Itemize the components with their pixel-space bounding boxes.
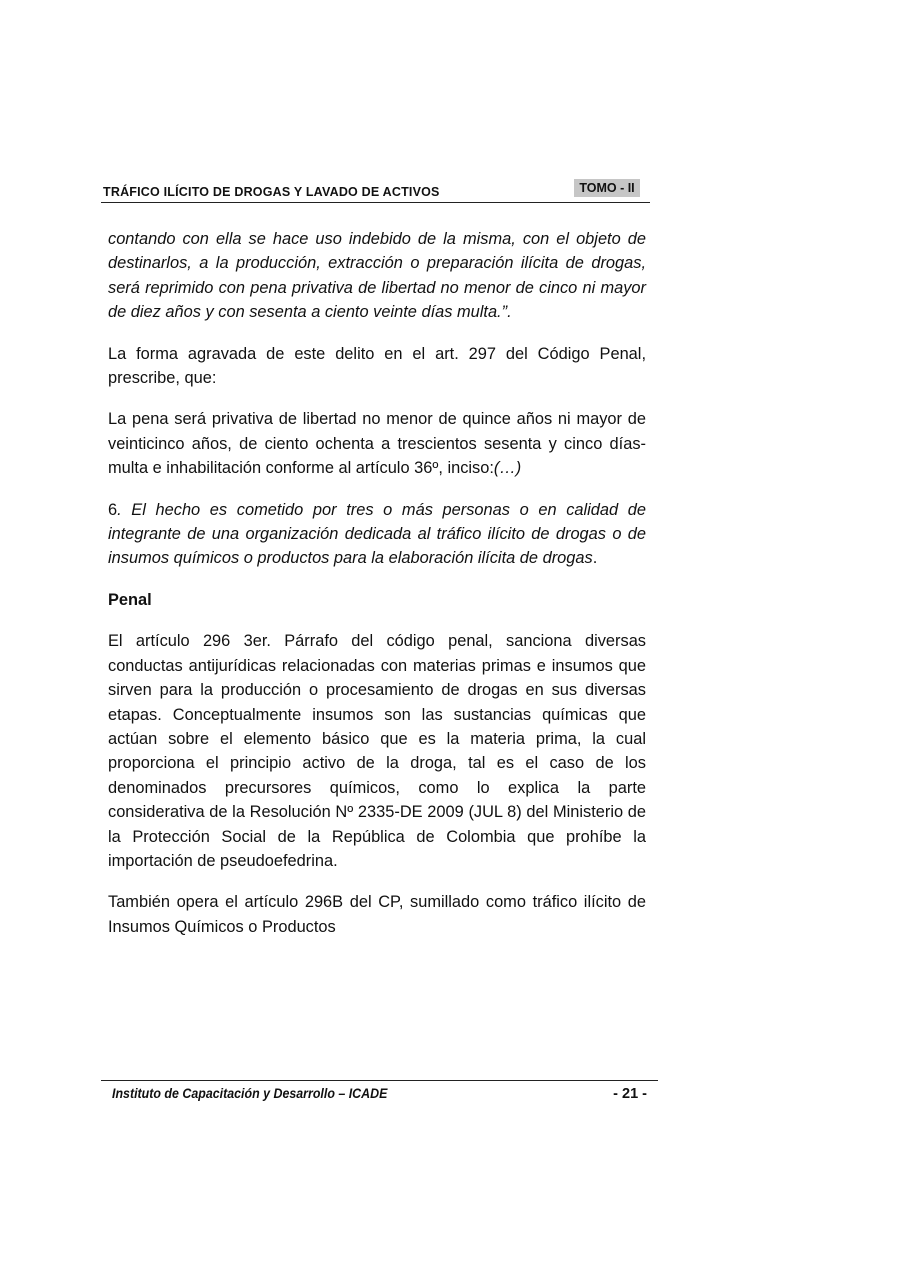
section-heading-penal: Penal — [108, 590, 152, 609]
footer-divider — [101, 1080, 658, 1081]
clause-end: . — [592, 549, 598, 568]
volume-badge: TOMO - II — [574, 179, 640, 197]
page-body — [108, 227, 646, 956]
running-header-title: TRÁFICO ILÍCITO DE DROGAS Y LAVADO DE ACTIVOS — [103, 185, 440, 199]
paragraph-article-296: El artículo 296 3er. Párrafo del código penal, sanciona diversas conductas antijurídicas relacionadas con materias primas e insumos que sirven para la producción o procesamiento de drogas en sus diversas etapas. Conceptualmente insumos son las sustancias químicas que actúan sobre el elemento básico que es la materia prima, la cual proporciona el principio activo de la droga, tal es el caso de los denominados precursores químicos, como lo explica la parte considerativa de la Resolución Nº 2335-DE 2009 (JUL 8) del Ministerio de la Protección Social de la República de Colombia que prohíbe la importación de pseudoefedrina. — [108, 632, 646, 870]
paragraph-clause-6 — [108, 498, 646, 571]
ellipsis: (…) — [493, 459, 522, 478]
paragraph-article-296b: También opera el artículo 296B del CP, sumillado como tráfico ilícito de Insumos Químicos o Productos — [108, 893, 646, 936]
header-divider — [101, 202, 650, 203]
clause-number: 6 — [108, 500, 118, 519]
clause-text: . El hecho es cometido por tres o más personas o en calidad de integrante de una organización dedicada al tráfico ilícito de drogas o de insumos químicos o productos para la elaboración ilícita de drogas — [108, 500, 646, 568]
quoted-paragraph-continuation: contando con ella se hace uso indebido de la misma, con el objeto de destinarlos, a la producción, extracción o preparación ilícita de drogas, será reprimido con pena privativa de libertad no menor de cinco ni mayor de diez años y con sesenta a ciento veinte días multa.”. — [108, 230, 646, 322]
page-number: - 21 - — [613, 1086, 647, 1102]
paragraph-aggravated-form: La forma agravada de este delito en el art. 297 del Código Penal, prescribe, que: — [108, 344, 646, 388]
footer-institute: Instituto de Capacitación y Desarrollo – ICADE — [112, 1086, 388, 1101]
paragraph-penalty — [108, 407, 646, 480]
penalty-text: La pena será privativa de libertad no menor de quince años ni mayor de veinticinco años, de ciento ochenta a trescientos sesenta y cinco días-multa e inhabilitación conforme al artículo 36º, inciso: — [108, 410, 646, 478]
